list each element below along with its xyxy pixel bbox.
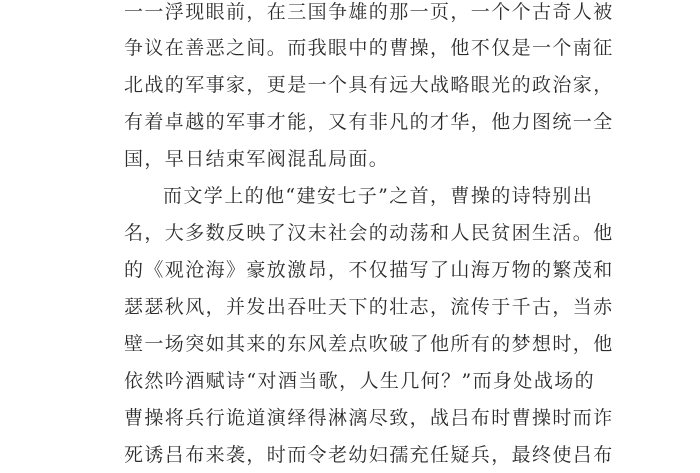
text-line-content: 争议在善恶之间。而我眼中的曹操，他不仅是一个南征: [124, 37, 614, 59]
text-line: [0, 141, 700, 177]
text-line: [0, 215, 700, 251]
text-line: [0, 437, 700, 473]
text-line-content: 一一浮现眼前，在三国争雄的那一页，一个个古奇人被: [124, 1, 614, 23]
text-line: [0, 30, 700, 66]
text-line: [0, 363, 700, 399]
text-line: [0, 252, 700, 288]
text-line-content: 北战的军事家，更是一个具有远大战略眼光的政治家，: [124, 74, 614, 96]
text-line-content: 有着卓越的军事才能，又有非凡的才华，他力图统一全: [124, 111, 614, 133]
paragraph-first-line: [0, 178, 700, 214]
text-line: [0, 67, 700, 103]
text-line-content: 而文学上的他“建安七子”之首，曹操的诗特别出: [163, 185, 594, 207]
text-line: [0, 400, 700, 436]
text-line-content: 名，大多数反映了汉末社会的动荡和人民贫困生活。他: [124, 222, 614, 244]
text-line-content: 瑟瑟秋风，并发出吞吐天下的壮志，流传于千古，当赤: [124, 296, 614, 318]
text-line-content: 壁一场突如其来的东风差点吹破了他所有的梦想时，他: [124, 333, 614, 355]
text-line-content: 的《观沧海》豪放激昂，不仅描写了山海万物的繁茂和: [124, 259, 614, 281]
text-line-content: 国，早日结束军阀混乱局面。: [124, 148, 390, 170]
text-line: [0, 104, 700, 140]
text-line-content: 曹操将兵行诡道演绎得淋漓尽致，战吕布时曹操时而诈: [124, 407, 614, 429]
text-line-content: 依然吟酒赋诗“对酒当歌，人生几何？”而身处战场的: [124, 370, 596, 392]
text-line: [0, 0, 700, 30]
text-line: [0, 289, 700, 325]
text-line-content: 死诱吕布来袭，时而令老幼妇孺充任疑兵，最终使吕布: [124, 444, 614, 466]
text-line: [0, 326, 700, 362]
